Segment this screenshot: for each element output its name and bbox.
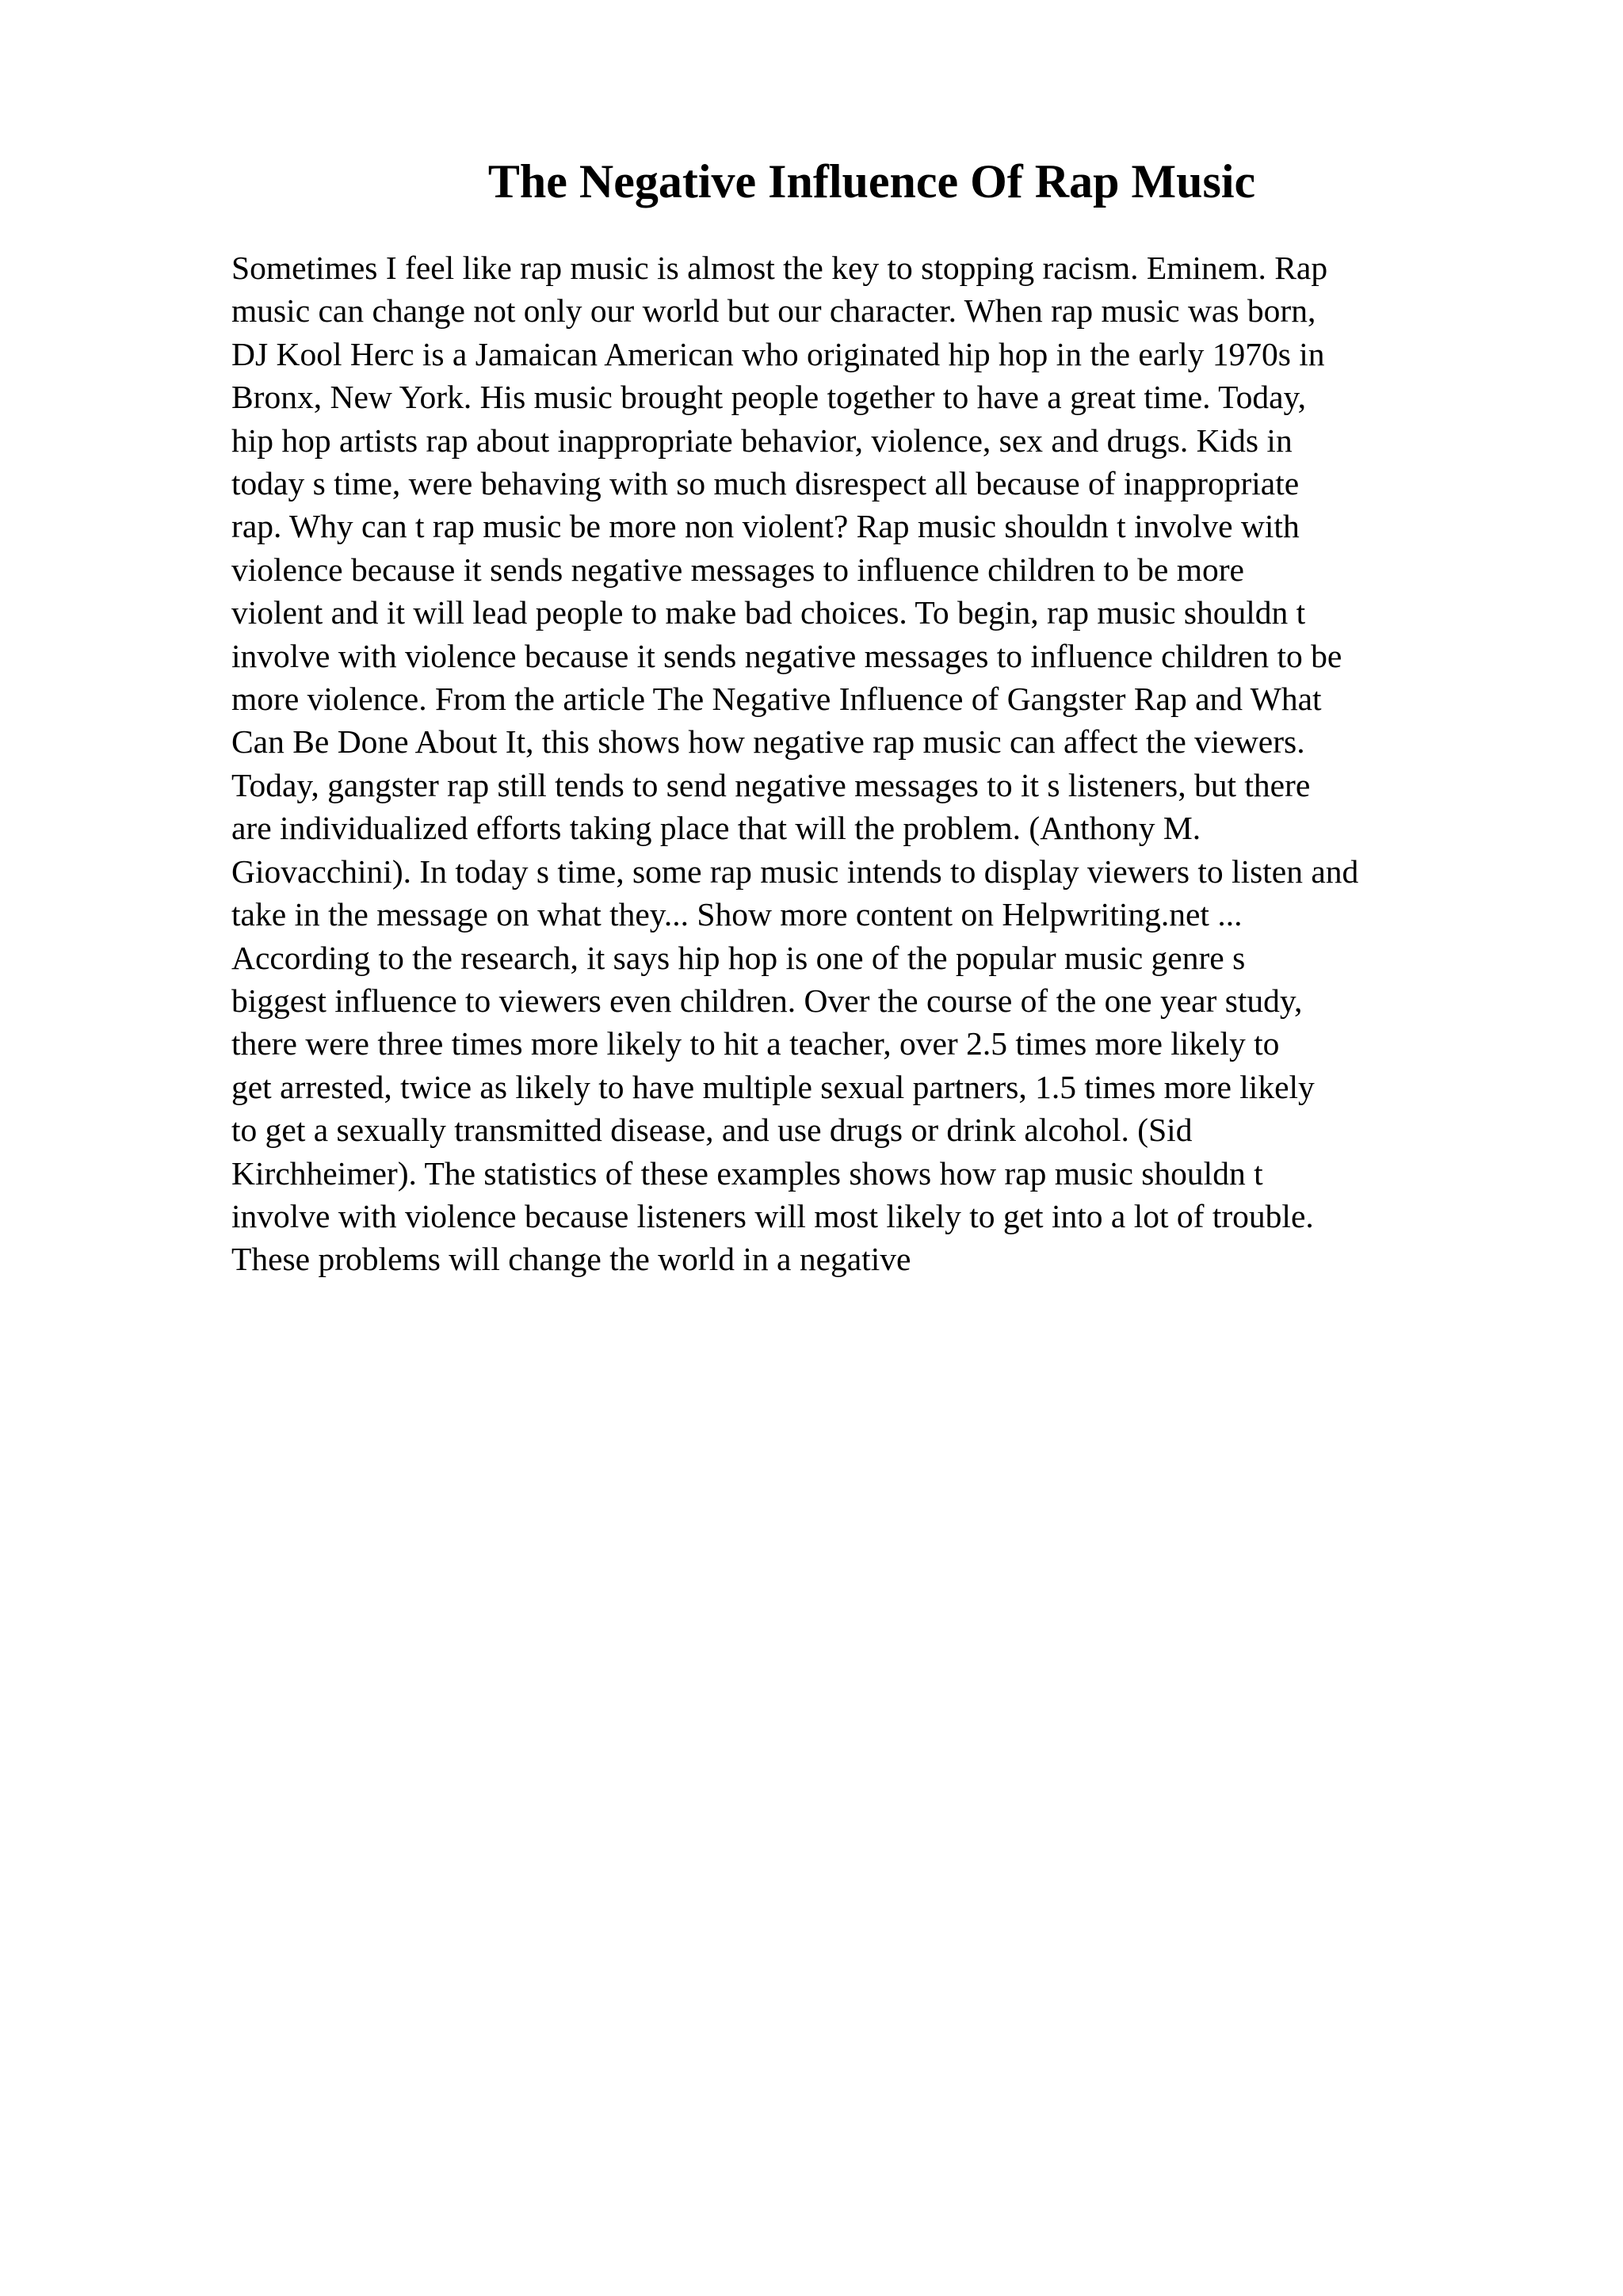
body-line: rap. Why can t rap music be more non violent? Rap music shouldn t involve with: [231, 508, 1300, 545]
body-line: Sometimes I feel like rap music is almost the key to stopping racism. Eminem. Rap: [231, 250, 1328, 286]
body-line: Can Be Done About It, this shows how negative rap music can affect the viewers.: [231, 723, 1305, 761]
body-line: These problems will change the world in a negative: [231, 1241, 911, 1278]
body-line: hip hop artists rap about inappropriate behavior, violence, sex and drugs. Kids in: [231, 421, 1293, 459]
body-line: get arrested, twice as likely to have multiple sexual partners, 1.5 times more likely: [231, 1068, 1315, 1105]
body-line: Kirchheimer). The statistics of these examples shows how rap music shouldn t: [231, 1154, 1263, 1192]
body-line: today s time, were behaving with so much disrespect all because of inappropriate: [231, 465, 1300, 502]
body-line: Bronx, New York. His music brought people together to have a great time. Today,: [231, 379, 1306, 416]
body-line: Today, gangster rap still tends to send negative messages to it s listeners, but there: [231, 766, 1311, 803]
body-line: violent and it will lead people to make bad choices. To begin, rap music shouldn t: [231, 594, 1306, 631]
body-line: biggest influence to viewers even children. Over the course of the one year study,: [231, 982, 1303, 1019]
body-line: to get a sexually transmitted disease, and use drugs or drink alcohol. (Sid: [231, 1112, 1193, 1149]
body-line: involve with violence because listeners will most likely to get into a lot of trouble.: [231, 1197, 1314, 1234]
body-line: take in the message on what they... Show more content on Helpwriting.net ...: [231, 896, 1243, 933]
body-line: are individualized efforts taking place that will the problem. (Anthony M.: [231, 810, 1201, 847]
body-line: According to the research, it says hip hop is one of the popular music genre s: [231, 939, 1246, 976]
body-line: there were three times more likely to hit a teacher, over 2.5 times more likely to: [231, 1025, 1280, 1062]
body-line: more violence. From the article The Negative Influence of Gangster Rap and What: [231, 681, 1322, 718]
body-line: involve with violence because it sends negative messages to influence children to be: [231, 637, 1342, 674]
document-title: The Negative Influence Of Rap Music: [487, 155, 1256, 208]
document-body: [231, 246, 1594, 1281]
body-line: Giovacchini). In today s time, some rap music intends to display viewers to listen and: [231, 852, 1359, 890]
body-line: music can change not only our world but our character. When rap music was born,: [231, 292, 1316, 330]
body-line: violence because it sends negative messages to influence children to be more: [231, 551, 1244, 588]
body-line: DJ Kool Herc is a Jamaican American who originated hip hop in the early 1970s in: [231, 335, 1325, 372]
